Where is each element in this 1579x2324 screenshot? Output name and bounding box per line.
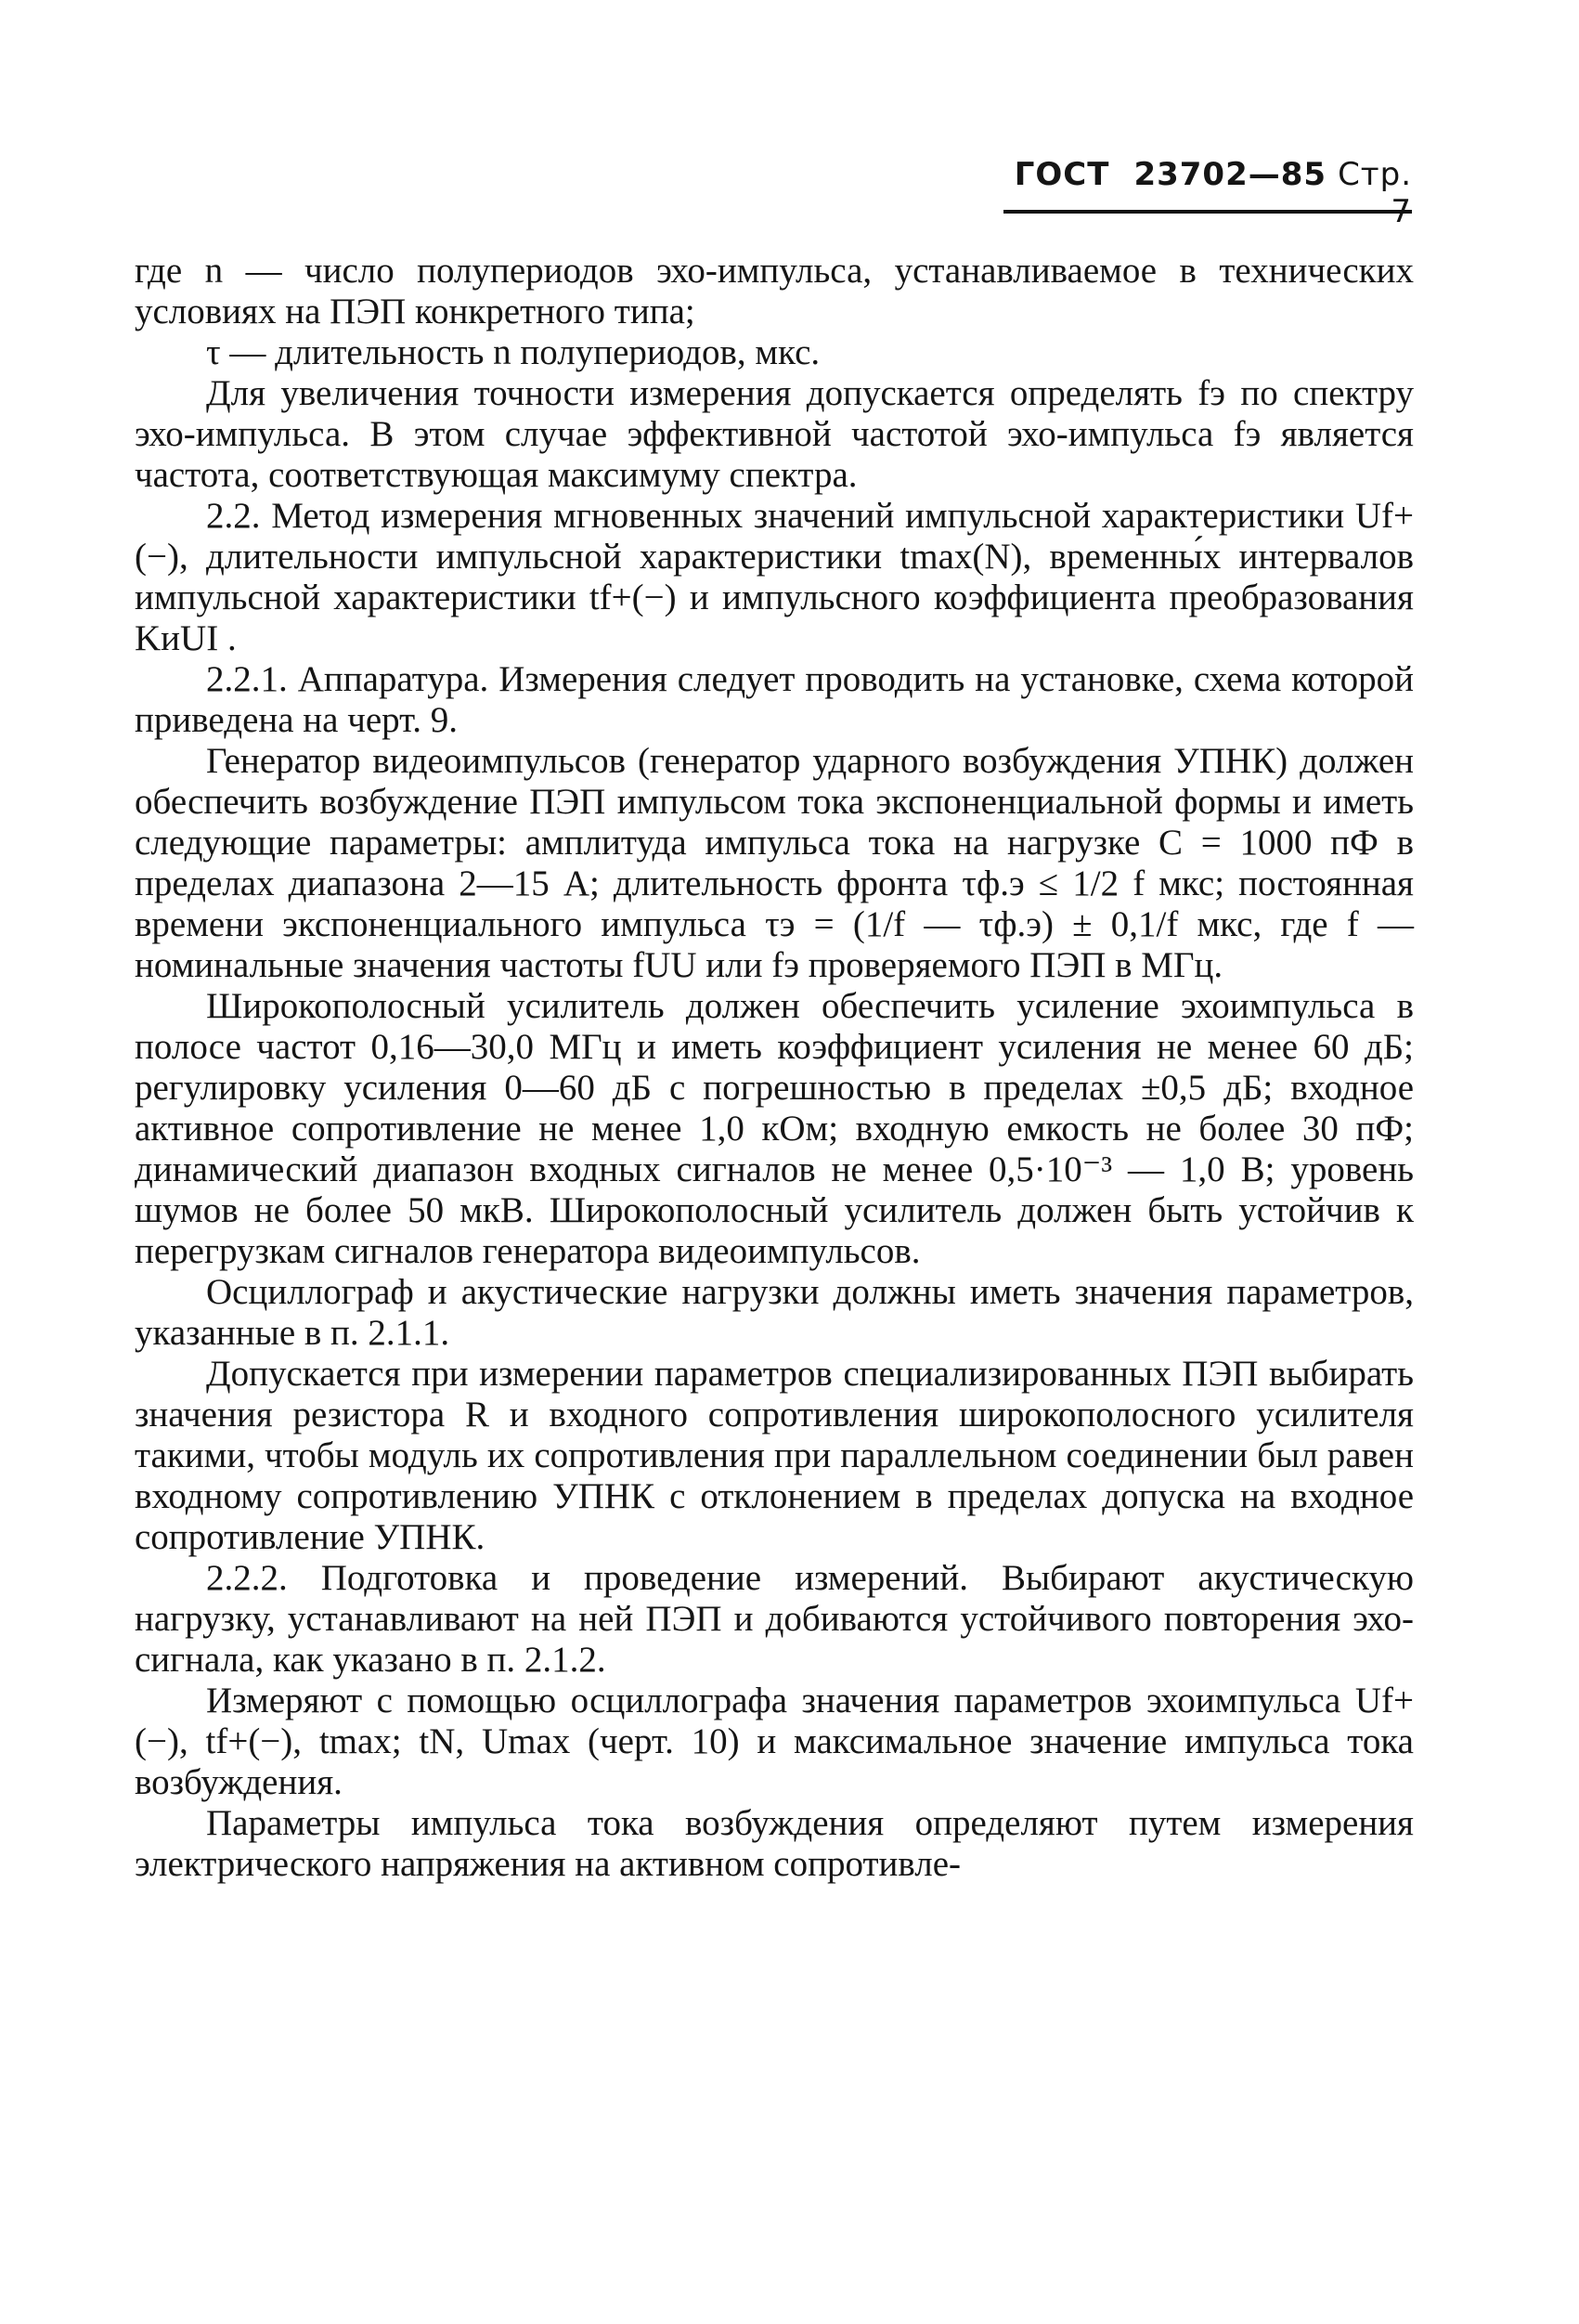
paragraph: Допускается при измерении параметров специализированных ПЭП выбирать значения резистора R и входного сопротивления широкополосного усилителя такими, чтобы модуль их сопротивления при параллельном соединении был равен входному сопротивлению УПНК с отклонением в пределах допуска на входное сопротивление УПНК. (135, 1354, 1414, 1557)
header-rule (1003, 210, 1412, 214)
paragraph: 2.2.1. Аппаратура. Измерения следует проводить на установке, схема которой приведена на черт. 9. (135, 659, 1414, 740)
paragraph: Измеряют с помощью осциллографа значения параметров эхоимпульса Uf+(−), tf+(−), tmax; tN, Umax (черт. 10) и максимальное значение импульса тока возбуждения. (135, 1681, 1414, 1802)
paragraph: τ — длительность n полупериодов, мкс. (206, 332, 821, 372)
page-header (985, 156, 1412, 230)
standard-label: ГОСТ (1014, 156, 1110, 193)
paragraph: где n — число полупериодов эхо-импульса, устанавливаемое в технических условиях на ПЭП конкретного типа; (135, 251, 1414, 331)
paragraph: Широкополосный усилитель должен обеспечить усиление эхоимпульса в полосе частот 0,16—30,0 МГц и иметь коэффициент усиления не менее 60 дБ; регулировку усиления 0—60 дБ с погрешностью в пределах ±0,5 дБ; входное активное сопротивление не менее 1,0 кОм; входную емкость не более 30 пФ; динамический диапазон входных сигналов не менее 0,5·10⁻³ — 1,0 В; уровень шумов не более 50 мкВ. Широкополосный усилитель должен быть устойчив к перегрузкам сигналов генератора видеоимпульсов. (135, 986, 1414, 1271)
paragraph: 2.2.2. Подготовка и проведение измерений. Выбирают акустическую нагрузку, устанавливают на ней ПЭП и добиваются устойчивого повторения эхо-сигнала, как указано в п. 2.1.2. (135, 1558, 1414, 1680)
page-body (135, 251, 1414, 1885)
standard-number: 23702—85 (1133, 156, 1327, 193)
paragraph: Осциллограф и акустические нагрузки должны иметь значения параметров, указанные в п. 2.1.1. (135, 1272, 1414, 1353)
paragraph-method-heading: 2.2. Метод измерения мгновенных значений импульсной характеристики Uf+(−), длительности импульсной характеристики tmax(N), временны́х интервалов импульсной характеристики tf+(−) и импульсного коэффициента преобразования KиUI . (135, 496, 1414, 658)
page-number: Стр. (1338, 156, 1412, 193)
paragraph: Генератор видеоимпульсов (генератор ударного возбуждения УПНК) должен обеспечить возбуждение ПЭП импульсом тока экспоненциальной формы и иметь следующие параметры: амплитуда импульса тока на нагрузке C = 1000 пФ в пределах диапазона 2—15 А; длительность фронта τф.э ≤ 1/2 f мкс; постоянная времени экспоненциального импульса τэ = (1/f — τф.э) ± 0,1/f мкс, где f — номинальные значения частоты fUU или fэ проверяемого ПЭП в МГц. (135, 741, 1414, 985)
paragraph: Для увеличения точности измерения допускается определять fэ по спектру эхо-импульса. В этом случае эффективной частотой эхо-импульса fэ является частота, соответствующая максимуму спектра. (135, 373, 1414, 495)
paragraph: Параметры импульса тока возбуждения определяют путем измерения электрического напряжения на активном сопротивле- (135, 1803, 1414, 1884)
